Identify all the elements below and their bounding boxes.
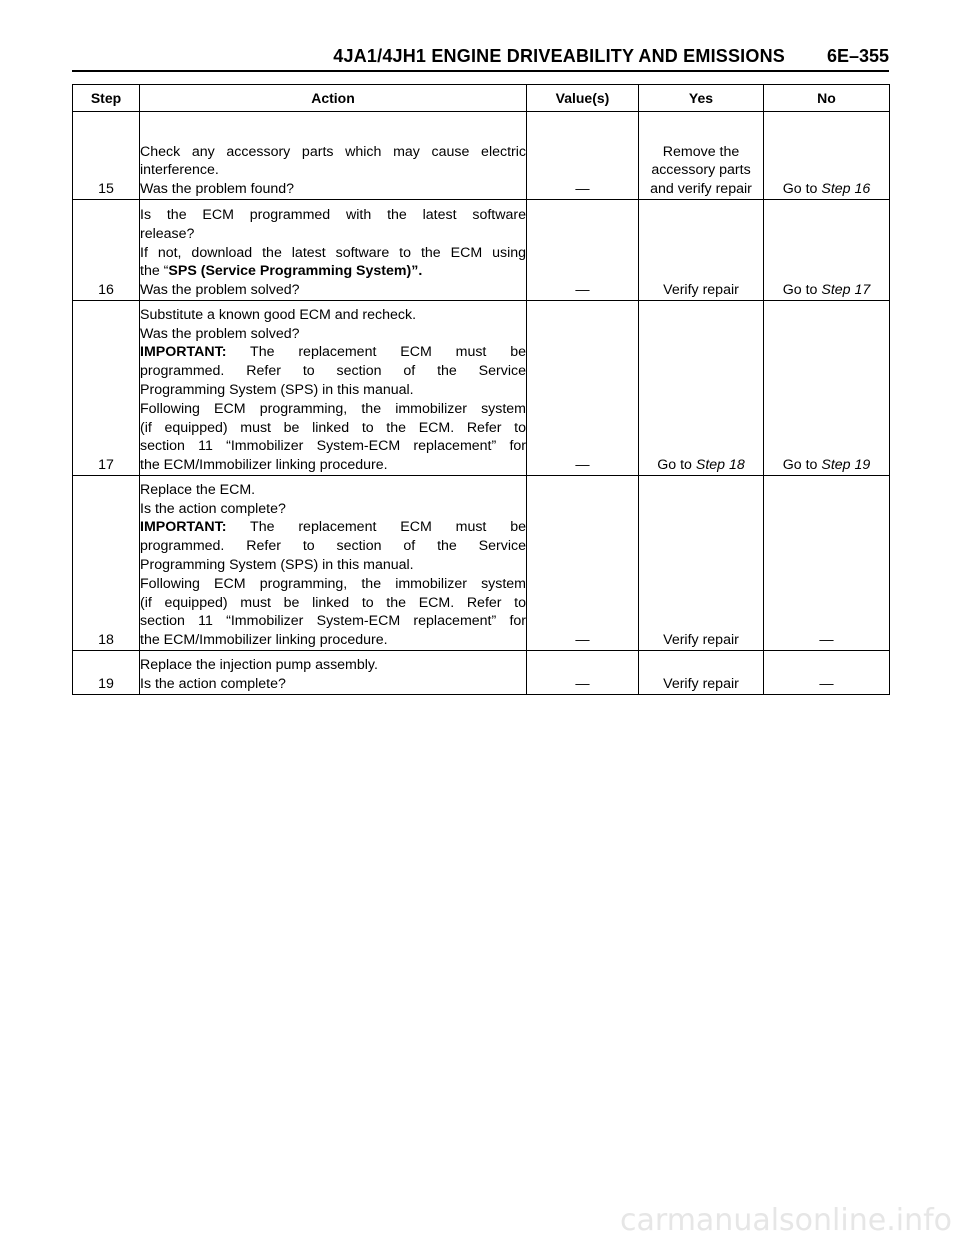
action-line: Was the problem solved? (140, 282, 300, 299)
action-line: Programming System (SPS) in this manual. (140, 382, 414, 399)
action-line: (if equipped) must be linked to the ECM. Refer to (140, 419, 526, 436)
table-row (73, 476, 890, 651)
action-line: (if equipped) must be linked to the ECM. Refer to (140, 594, 526, 611)
goto-prefix: Go to (782, 282, 822, 299)
step-reference: Step 18 (695, 457, 745, 474)
action-line: programmed. Refer to section of the Service (140, 538, 526, 555)
action-line: Replace the injection pump assembly. (140, 657, 378, 674)
step-reference: Step 16 (821, 181, 871, 198)
action-line: Following ECM programming, the immobilizer system (140, 400, 526, 417)
table-row (73, 651, 890, 695)
yes-cell: Verify repair (639, 200, 764, 301)
action-line: Programming System (SPS) in this manual. (140, 557, 414, 574)
no-cell (764, 200, 890, 301)
action-line: Substitute a known good ECM and recheck. (140, 306, 417, 323)
sps-reference: SPS (Service Programming System)”. (168, 263, 423, 280)
action-line: Was the problem found? (140, 181, 295, 198)
action-cell (140, 301, 527, 476)
no-cell: — (764, 476, 890, 651)
yes-cell (639, 301, 764, 476)
action-line: Was the problem solved? (140, 325, 300, 342)
action-line: Is the action complete? (140, 500, 286, 517)
page-number: 6E–355 (826, 46, 889, 66)
action-line: Check any accessory parts which may cause electric (140, 143, 526, 160)
table-header-row (73, 85, 890, 112)
step-number: 19 (73, 651, 140, 695)
action-line: Is the action complete? (140, 676, 286, 693)
action-line: release? (140, 225, 195, 242)
important-label: IMPORTANT: (140, 519, 227, 536)
action-text: The replacement ECM must be (250, 519, 526, 536)
watermark: carmanualsonline.info (620, 1203, 952, 1238)
action-line: Is the ECM programmed with the latest software (140, 207, 526, 224)
column-header-values: Value(s) (527, 85, 639, 112)
action-cell (140, 476, 527, 651)
important-label: IMPORTANT: (140, 344, 227, 361)
action-line: section 11 “Immobilizer System-ECM replacement” for (140, 438, 526, 455)
table-row (73, 112, 890, 200)
action-cell (140, 651, 527, 695)
column-header-no: No (764, 85, 890, 112)
step-number: 17 (73, 301, 140, 476)
table-row (73, 200, 890, 301)
goto-prefix: Go to (782, 181, 822, 198)
diagnostic-table (72, 84, 890, 695)
value-cell: — (527, 476, 639, 651)
column-header-yes: Yes (639, 85, 764, 112)
value-cell: — (527, 200, 639, 301)
action-line: section 11 “Immobilizer System-ECM replacement” for (140, 613, 526, 630)
action-line: the ECM/Immobilizer linking procedure. (140, 457, 388, 474)
yes-cell: Verify repair (639, 476, 764, 651)
page-title: 4JA1/4JH1 ENGINE DRIVEABILITY AND EMISSIONS (333, 46, 785, 66)
action-text: the “ (140, 263, 169, 280)
goto-prefix: Go to (782, 457, 822, 474)
yes-line: accessory parts (651, 162, 751, 179)
action-text: The replacement ECM must be (250, 344, 526, 361)
step-number: 15 (73, 112, 140, 200)
value-cell: — (527, 112, 639, 200)
yes-cell (639, 112, 764, 200)
action-line: programmed. Refer to section of the Service (140, 363, 526, 380)
column-header-step: Step (73, 85, 140, 112)
no-cell: — (764, 651, 890, 695)
page-header (72, 0, 889, 72)
yes-cell: Verify repair (639, 651, 764, 695)
step-reference: Step 17 (821, 282, 871, 299)
important-line (140, 518, 526, 537)
no-cell (764, 301, 890, 476)
value-cell: — (527, 651, 639, 695)
yes-line: Remove the (662, 143, 740, 160)
action-cell (140, 200, 527, 301)
action-cell (140, 112, 527, 200)
action-line: the ECM/Immobilizer linking procedure. (140, 632, 388, 649)
action-line: If not, download the latest software to the ECM using (140, 244, 526, 261)
table-row (73, 301, 890, 476)
step-reference: Step 19 (821, 457, 871, 474)
no-cell (764, 112, 890, 200)
yes-line: and verify repair (650, 181, 752, 198)
value-cell: — (527, 301, 639, 476)
step-number: 16 (73, 200, 140, 301)
goto-prefix: Go to (657, 457, 696, 474)
step-number: 18 (73, 476, 140, 651)
column-header-action: Action (140, 85, 527, 112)
action-line: interference. (140, 162, 219, 179)
action-line: Following ECM programming, the immobilizer system (140, 575, 526, 592)
action-line: Replace the ECM. (140, 481, 256, 498)
important-line (140, 343, 526, 362)
action-line (140, 262, 526, 281)
